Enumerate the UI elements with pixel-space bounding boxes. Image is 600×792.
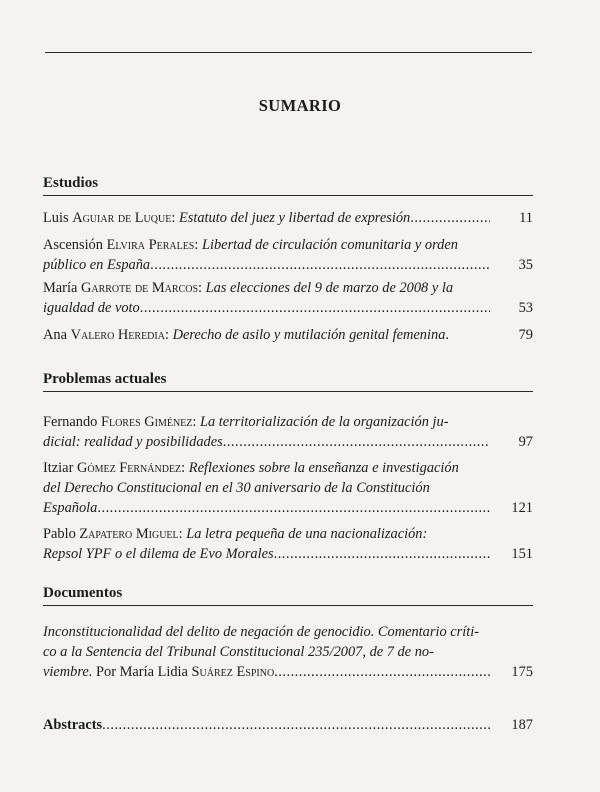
entry-line: co a la Sentencia del Tribunal Constitucional 235/2007, de 7 de no- (43, 644, 434, 660)
entry-line: del Derecho Constitucional en el 30 aniversario de la Constitución (43, 480, 430, 496)
section-heading: Estudios (43, 175, 533, 196)
entry-line: Ana Valero Heredia: Derecho de asilo y mutilación genital femenina. (43, 327, 449, 343)
author-surname: Elvira Perales (106, 237, 195, 253)
author-surname: Valero Heredia (70, 327, 165, 343)
abstracts-label: Abstracts (43, 717, 103, 733)
toc-entry (43, 458, 533, 518)
entry-title: Estatuto del juez y libertad de expresión (178, 210, 411, 226)
author-surname: Garrote de Marcos (80, 280, 199, 296)
page-number: 187 (511, 717, 533, 733)
toc-entry (43, 412, 533, 452)
author-first: Luis (43, 210, 73, 226)
entry-line: Ascensión Elvira Perales: Libertad de circulación comunitaria y orden (43, 237, 458, 253)
page-number: 97 (518, 434, 533, 450)
entry-line (43, 622, 490, 642)
leader-dots (140, 298, 490, 318)
author-surname: Aguiar de Luque (72, 210, 172, 226)
author-surname: Suárez Espino (191, 664, 275, 680)
section-heading: Documentos (43, 585, 533, 606)
author-surname: Gómez Fernández (76, 460, 182, 476)
entry-title: La letra pequeña de una nacionalización: (186, 526, 428, 542)
entry-line: público en España ..... (43, 255, 490, 275)
section-problemas-actuales (43, 371, 533, 562)
entry-line: igualdad de voto ..... (43, 298, 490, 318)
page-number: 35 (518, 257, 533, 273)
entry-title: Reflexiones sobre la enseñanza e investigación (188, 460, 459, 476)
entry-line: Luis Aguiar de Luque: Estatuto del juez y libertad de expresión ..... (43, 208, 490, 228)
toc-entry (43, 622, 533, 682)
entry-title: Libertad de circulación comunitaria y orden (201, 237, 458, 253)
entry-line: María Garrote de Marcos: Las elecciones del 9 de marzo de 2008 y la (43, 280, 454, 296)
toc-entry (43, 235, 533, 275)
leader-dots (150, 255, 490, 275)
toc-entry (43, 208, 533, 228)
page-number: 121 (511, 500, 533, 516)
entry-line: viembre. Por María Lidia Suárez Espino ..... (43, 662, 490, 682)
section-heading: Problemas actuales (43, 371, 533, 392)
entry-title: Las elecciones del 9 de marzo de 2008 y la (205, 280, 454, 296)
entry-line: dicial: realidad y posibilidades ..... (43, 432, 490, 452)
leader-dots (97, 498, 490, 518)
entry-title: Inconstitucionalidad del delito de negación de genocidio. Comentario críti- (43, 624, 480, 640)
top-rule (45, 52, 532, 53)
entry-line (43, 717, 490, 737)
page-number: 79 (518, 327, 533, 343)
leader-dots (410, 208, 490, 228)
page-number: 11 (519, 210, 533, 226)
entry-title: Derecho de asilo y mutilación genital femenina (172, 327, 446, 343)
page-number: 151 (511, 546, 533, 562)
section-documentos (43, 585, 533, 680)
entry-line: Pablo Zapatero Miguel: La letra pequeña de una nacionalización: (43, 526, 428, 542)
author-surname: Zapatero Miguel (79, 526, 179, 542)
entry-line: Fernando Flores Giménez: La territorialización de la organización ju- (43, 414, 449, 430)
toc-entry (43, 524, 533, 564)
entry-line: Itziar Gómez Fernández: Reflexiones sobre la enseñanza e investigación (43, 460, 459, 476)
entry-line: Repsol YPF o el dilema de Evo Morales ..... (43, 544, 490, 564)
toc-entry (43, 278, 533, 318)
entry-line: Española ..... (43, 498, 490, 518)
leader-dots (102, 717, 490, 734)
entry-title: La territorialización de la organización ju- (200, 414, 449, 430)
toc-entry (43, 325, 533, 345)
section-estudios (43, 175, 533, 343)
leader-dots (274, 544, 490, 564)
toc-entry-abstracts (43, 717, 533, 737)
leader-dots (223, 432, 490, 452)
author-surname: Flores Giménez (100, 414, 193, 430)
page-title: SUMARIO (258, 96, 342, 115)
page-number: 53 (518, 300, 533, 316)
page-number: 175 (511, 664, 533, 680)
leader-dots (274, 662, 490, 682)
